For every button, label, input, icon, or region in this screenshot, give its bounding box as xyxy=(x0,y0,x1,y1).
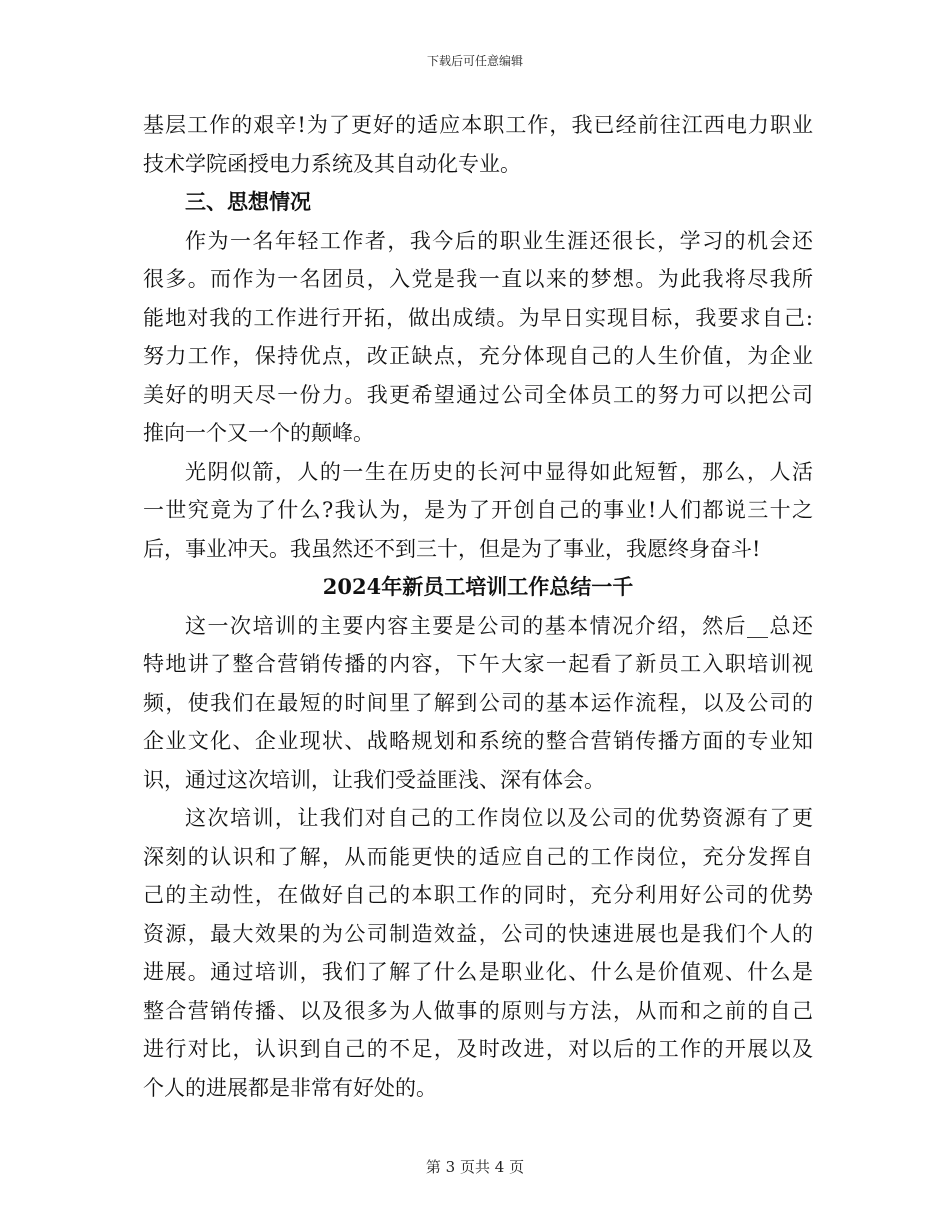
text-line: 企业文化、企业现状、战略规划和系统的整合营销传播方面的专业知 xyxy=(143,729,813,753)
text-line: 资源，最大效果的为公司制造效益，公司的快速进展也是我们个人的 xyxy=(143,921,813,946)
text-line: 努力工作，保持优点，改正缺点，充分体现自己的人生价值，为企业 xyxy=(143,344,813,368)
text-line: 技术学院函授电力系统及其自动化专业。 xyxy=(143,151,521,176)
text-line: 整合营销传播、以及很多为人做事的原则与方法，从而和之前的自己 xyxy=(143,998,813,1023)
text-line: 作为一名年轻工作者，我今后的职业生涯还很长，学习的机会还 xyxy=(185,228,813,253)
text-line: 特地讲了整合营销传播的内容，下午大家一起看了新员工入职培训视 xyxy=(143,652,813,676)
text-line: 推向一个又一个的颠峰。 xyxy=(143,421,374,445)
article-title: 2024年新员工培训工作总结一千 xyxy=(322,574,634,599)
text-line: 频，使我们在最短的时间里了解到公司的基本运作流程，以及公司的 xyxy=(143,690,813,715)
text-line: 这次培训，让我们对自己的工作岗位以及公司的优势资源有了更 xyxy=(185,806,813,830)
section-heading: 三、思想情况 xyxy=(185,189,311,214)
text-line: 基层工作的艰辛!为了更好的适应本职工作，我已经前往江西电力职业 xyxy=(143,113,813,137)
text-line: 己的主动性，在做好自己的本职工作的同时，充分利用好公司的优势 xyxy=(143,883,813,907)
text-line: 个人的进展都是非常有好处的。 xyxy=(143,1075,437,1100)
document-body xyxy=(143,106,813,1107)
page-footer: 第 3 页共 4 页 xyxy=(425,1158,525,1176)
text-line: 进展。通过培训，我们了解了什么是职业化、什么是价值观、什么是 xyxy=(143,960,813,984)
text-line: 能地对我的工作进行开拓，做出成绩。为早日实现目标，我要求自己: xyxy=(143,305,813,330)
text-line: 深刻的认识和了解，从而能更快的适应自己的工作岗位，充分发挥自 xyxy=(143,844,813,869)
text-line: 识，通过这次培训，让我们受益匪浅、深有体会。 xyxy=(143,767,605,792)
text-line: 很多。而作为一名团员，入党是我一直以来的梦想。为此我将尽我所 xyxy=(143,267,813,291)
text-line: 光阴似箭，人的一生在历史的长河中显得如此短暂，那么，人活 xyxy=(185,459,813,484)
text-line: 进行对比，认识到自己的不足，及时改进，对以后的工作的开展以及 xyxy=(143,1037,813,1061)
text-line: 这一次培训的主要内容主要是公司的基本情况介绍，然后__总还 xyxy=(185,613,813,638)
text-line: 一世究竟为了什么?我认为，是为了开创自己的事业!人们都说三十之 xyxy=(143,498,813,522)
page-header: 下载后可任意编辑 xyxy=(426,54,523,68)
text-line: 美好的明天尽一份力。我更希望通过公司全体员工的努力可以把公司 xyxy=(143,382,813,407)
text-line: 后，事业冲天。我虽然还不到三十，但是为了事业，我愿终身奋斗! xyxy=(143,536,761,561)
